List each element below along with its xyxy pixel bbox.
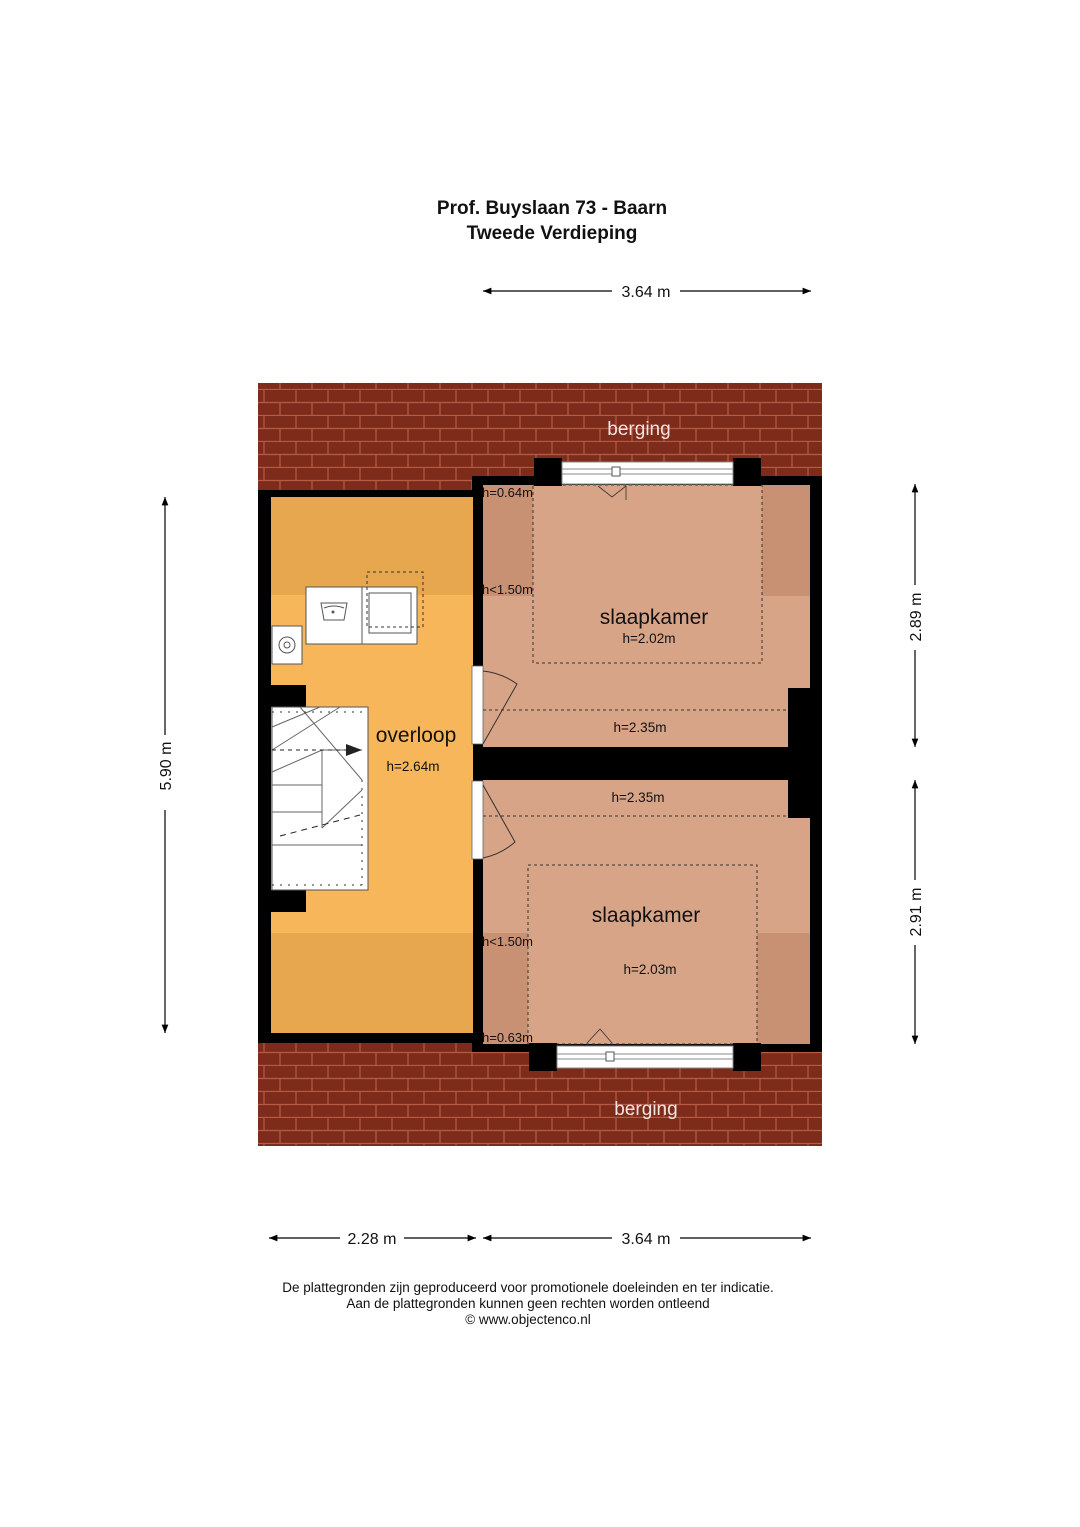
disclaimer-line-1: De plattegronden zijn geproduceerd voor promotionele doeleinden en ter indicatie.	[282, 1280, 774, 1295]
dimension-bottom-right-label: 3.64 m	[621, 1231, 671, 1248]
bedroom-lower-ceiling-height: h=2.35m	[611, 790, 665, 805]
dimension-top	[483, 284, 811, 301]
boiler-icon	[272, 626, 302, 664]
dimension-right-lower	[908, 780, 925, 1044]
bedroom-upper-low-zone: h<1.50m	[482, 582, 533, 597]
landing-height: h=2.64m	[386, 759, 440, 774]
plan-title: Prof. Buyslaan 73 - Baarn	[436, 198, 668, 219]
storage-top-label: berging	[607, 419, 671, 440]
bedroom-upper-label: slaapkamer	[599, 606, 709, 629]
dimension-right-upper	[908, 484, 925, 747]
storage-bottom-label: berging	[614, 1099, 678, 1120]
bedroom-lower-wall-height: h=0.63m	[482, 1030, 533, 1045]
dimension-bottom-right	[483, 1231, 811, 1248]
bedroom-lower-height: h=2.03m	[623, 962, 677, 977]
floor-title: Tweede Verdieping	[466, 223, 638, 244]
dimension-top-label: 3.64 m	[621, 284, 671, 301]
copyright-line: © www.objectenco.nl	[465, 1312, 591, 1327]
staircase	[272, 707, 368, 890]
bedroom-upper-height: h=2.02m	[622, 631, 676, 646]
disclaimer-line-2: Aan de plattegronden kunnen geen rechten worden ontleend	[346, 1296, 710, 1311]
bedroom-upper-wall-height: h=0.64m	[482, 485, 533, 500]
dimension-left-label: 5.90 m	[158, 741, 175, 791]
bedroom-lower-low-zone: h<1.50m	[482, 934, 533, 949]
dimension-left	[158, 497, 175, 1033]
landing-label: overloop	[375, 724, 457, 747]
bedroom-lower-label: slaapkamer	[591, 904, 701, 927]
dimension-right-lower-label: 2.91 m	[908, 887, 925, 937]
washing-machine-icon	[306, 587, 362, 644]
bedroom-upper-ceiling-height: h=2.35m	[613, 720, 667, 735]
dimension-bottom-left	[269, 1231, 476, 1248]
dimension-bottom-left-label: 2.28 m	[347, 1231, 397, 1248]
dimension-right-upper-label: 2.89 m	[908, 592, 925, 642]
